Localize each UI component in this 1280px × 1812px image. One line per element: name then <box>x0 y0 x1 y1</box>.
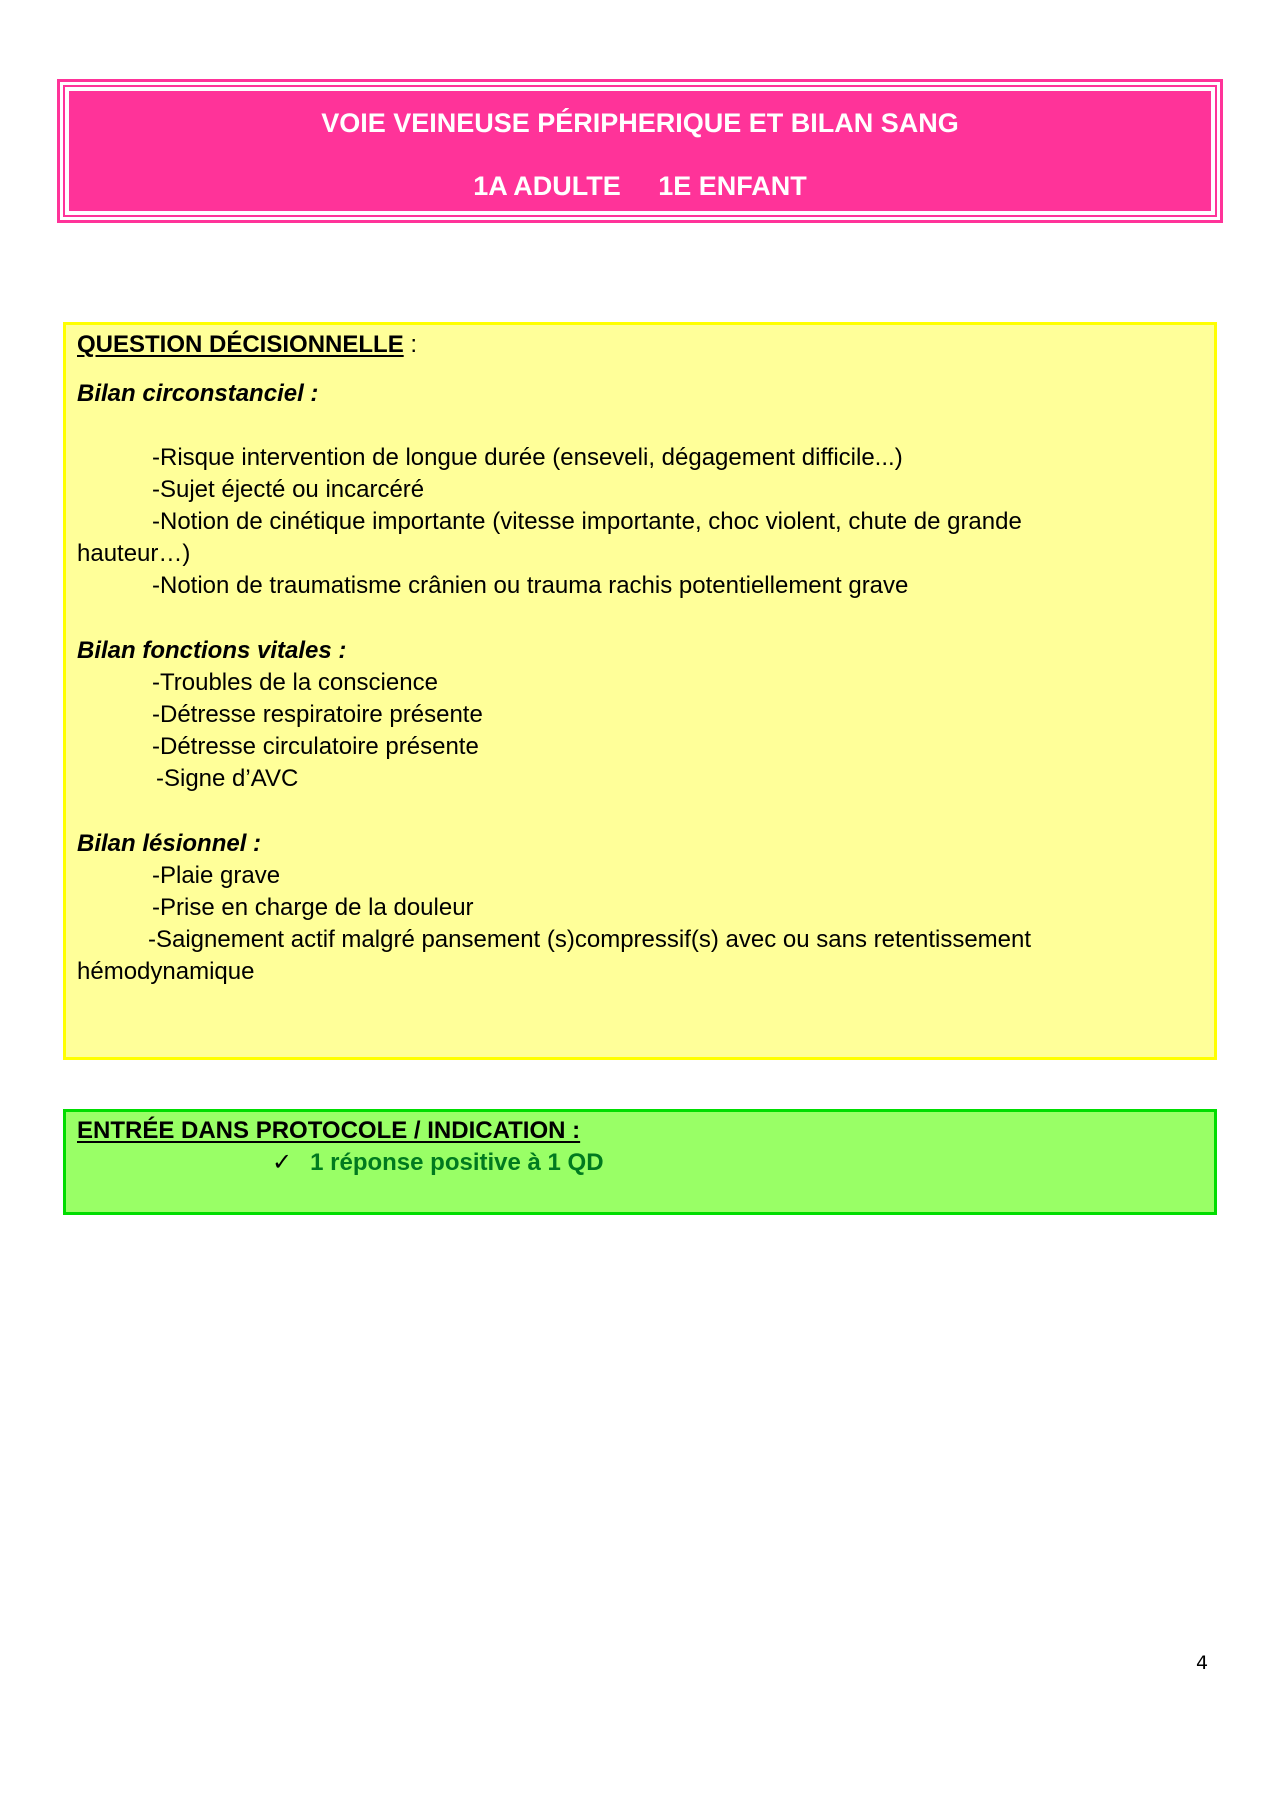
title-banner-fill <box>69 91 1211 211</box>
list-item: -Troubles de la conscience <box>152 669 438 696</box>
indication-box <box>63 1109 1217 1215</box>
title-banner <box>57 79 1223 223</box>
section-title-lesionnel: Bilan lésionnel : <box>77 830 262 857</box>
list-item: -Saignement actif malgré pansement (s)compressif(s) avec ou sans retentissement <box>148 926 1032 953</box>
section-title-circonstanciel: Bilan circonstanciel : <box>77 380 319 407</box>
decision-heading-row <box>77 329 417 361</box>
list-item: -Risque intervention de longue durée (enseveli, dégagement difficile...) <box>152 444 903 471</box>
indication-heading: ENTRÉE DANS PROTOCOLE / INDICATION : <box>77 1117 581 1144</box>
list-item: -Détresse respiratoire présente <box>152 701 483 728</box>
document-subtitle: 1A ADULTE 1E ENFANT <box>473 171 807 201</box>
section-title-fonctions-vitales: Bilan fonctions vitales : <box>77 637 347 664</box>
list-item: -Signe d’AVC <box>156 765 299 792</box>
list-item-continuation: hémodynamique <box>77 958 255 985</box>
decision-heading: QUESTION DÉCISIONNELLE <box>77 331 404 358</box>
indication-criterion-row <box>272 1147 604 1179</box>
list-item: -Notion de cinétique importante (vitesse importante, choc violent, chute de grande <box>152 508 1022 535</box>
indication-criterion: 1 réponse positive à 1 QD <box>310 1149 604 1176</box>
title-banner-frame <box>63 85 1217 217</box>
list-item: -Plaie grave <box>152 862 281 889</box>
document-title: VOIE VEINEUSE PÉRIPHERIQUE ET BILAN SANG <box>321 108 959 138</box>
list-item: -Prise en charge de la douleur <box>152 894 474 921</box>
page-number: 4 <box>1196 1652 1209 1674</box>
list-item: -Détresse circulatoire présente <box>152 733 479 760</box>
list-item: -Sujet éjecté ou incarcéré <box>152 476 425 503</box>
decision-heading-colon: : <box>403 331 418 358</box>
decision-question-box <box>63 322 1217 1060</box>
list-item: -Notion de traumatisme crânien ou trauma rachis potentiellement grave <box>152 572 909 599</box>
list-item-continuation: hauteur…) <box>77 540 191 567</box>
check-icon: ✓ <box>272 1149 293 1176</box>
